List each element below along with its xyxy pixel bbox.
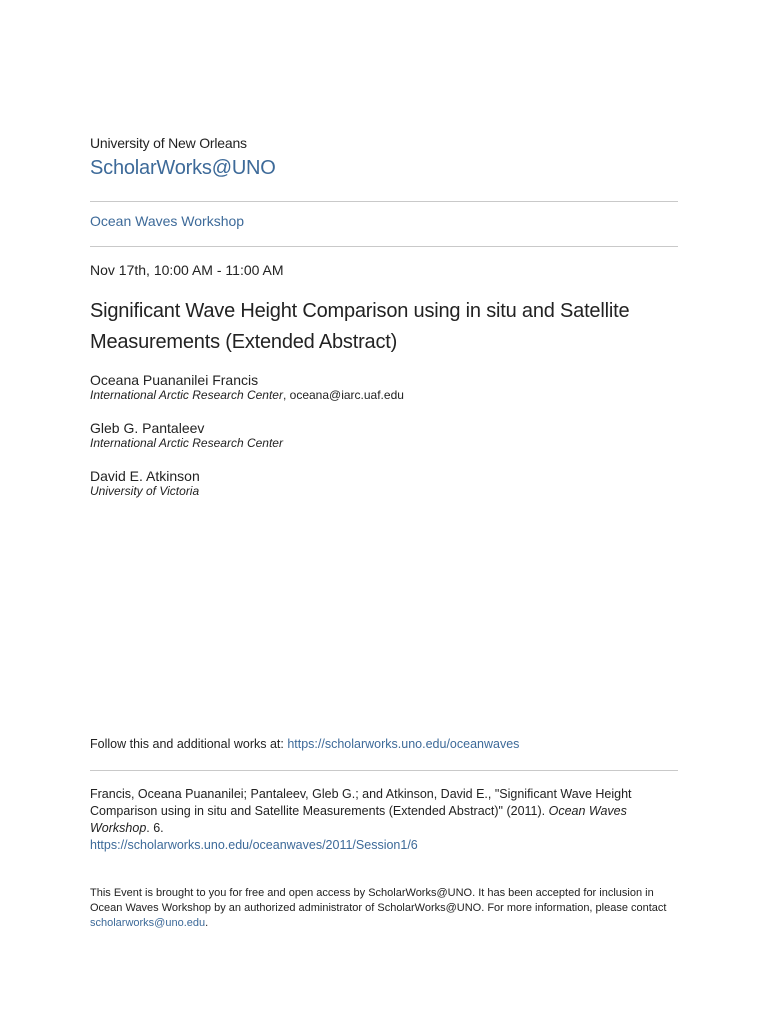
page-title: Significant Wave Height Comparison using in situ and Satellite Measurements (Extended Abstract)	[90, 300, 630, 353]
author-block	[90, 372, 404, 402]
author-affiliation: International Arctic Research Center	[90, 436, 283, 450]
divider	[90, 770, 678, 771]
event-time: Nov 17th, 10:00 AM - 11:00 AM	[90, 262, 284, 278]
author-block	[90, 468, 200, 498]
affiliation-text: International Arctic Research Center	[90, 388, 283, 402]
divider	[90, 201, 678, 202]
email-separator: ,	[282, 388, 290, 402]
divider	[90, 246, 678, 247]
citation-link[interactable]: https://scholarworks.uno.edu/oceanwaves/2011/Session1/6	[90, 838, 418, 852]
citation-text: Francis, Oceana Puananilei; Pantaleev, Gleb G.; and Atkinson, David E., "Significant Wave Height Comparison using in situ and Satellite Measurements (Extended Abstract)" (2011).	[90, 787, 632, 818]
author-name: David E. Atkinson	[90, 468, 200, 484]
repository-link[interactable]: ScholarWorks@UNO	[90, 157, 276, 179]
institution-name: University of New Orleans	[90, 135, 247, 151]
access-notice	[90, 886, 678, 931]
citation-number: . 6.	[146, 821, 164, 835]
follow-link[interactable]: https://scholarworks.uno.edu/oceanwaves	[287, 737, 520, 751]
author-affiliation	[90, 388, 404, 402]
author-name: Gleb G. Pantaleev	[90, 420, 205, 436]
notice-text: This Event is brought to you for free and open access by ScholarWorks@UNO. It has been accepted for inclusion in Ocean Waves Workshop by an authorized administrator of ScholarWorks@UNO. For more information, please contact	[90, 887, 667, 914]
author-block	[90, 420, 283, 450]
series-link[interactable]: Ocean Waves Workshop	[90, 213, 245, 229]
follow-line	[90, 737, 519, 751]
author-affiliation: University of Victoria	[90, 484, 200, 498]
notice-end: .	[205, 917, 209, 929]
citation-journal: Ocean Waves Workshop	[90, 804, 627, 835]
author-email: oceana@iarc.uaf.edu	[289, 388, 404, 402]
follow-label: Follow this and additional works at:	[90, 737, 288, 751]
citation	[90, 786, 678, 837]
author-name: Oceana Puananilei Francis	[90, 372, 259, 388]
contact-email-link[interactable]: scholarworks@uno.edu	[90, 917, 206, 929]
